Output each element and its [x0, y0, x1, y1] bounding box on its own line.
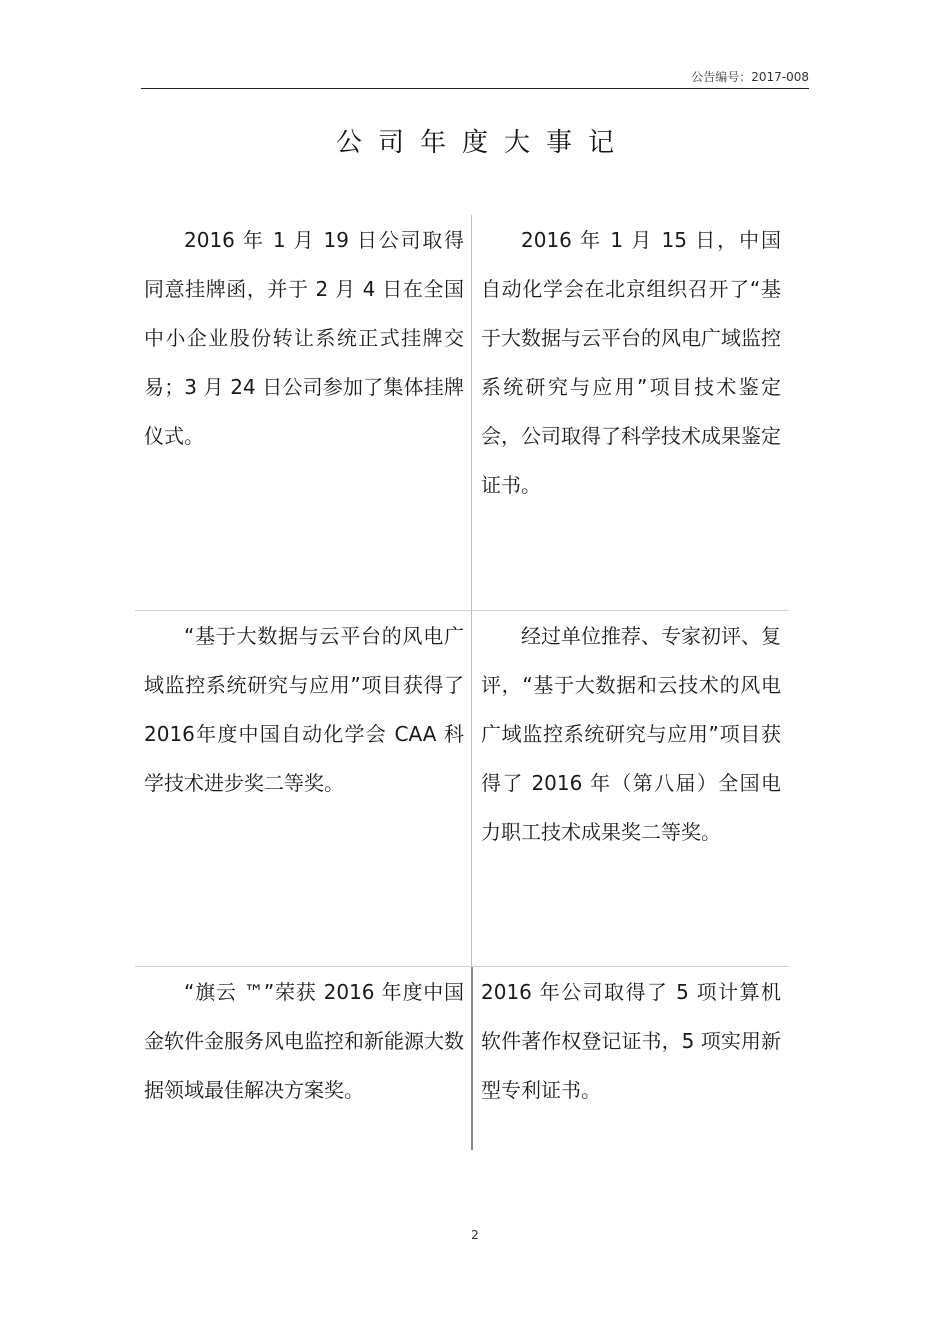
event-text: 2016 年 1 月 19 日公司取得同意挂牌函，并于 2 月 4 日在全国中小企业股份转让系统正式挂牌交易；3 月 24 日公司参加了集体挂牌仪式。 — [144, 228, 464, 448]
event-text: “基于大数据与云平台的风电广域监控系统研究与应用”项目获得了2016年度中国自动化学会 CAA 科学技术进步奖二等奖。 — [144, 624, 464, 795]
page-number: 2 — [471, 1228, 479, 1242]
page-title: 公司年度大事记 — [335, 128, 630, 158]
event-text: 2016 年 1 月 15 日，中国自动化学会在北京组织召开了“基于大数据与云平台的风电广域监控系统研究与应用”项目技术鉴定会，公司取得了科学技术成果鉴定证书。 — [481, 228, 781, 497]
column-divider — [471, 611, 472, 966]
event-text: 2016 年公司取得了 5 项计算机软件著作权登记证书，5 项实用新型专利证书。 — [481, 980, 781, 1102]
event-text: 经过单位推荐、专家初评、复评，“基于大数据和云技术的风电广域监控系统研究与应用”项目获得了 2016 年（第八届）全国电力职工技术成果奖二等奖。 — [481, 624, 781, 844]
column-divider — [471, 215, 472, 610]
row-divider — [135, 966, 788, 967]
row-divider — [135, 610, 788, 611]
header-divider — [141, 88, 809, 89]
event-text: “旗云 ™”荣获 2016 年度中国金软件金服务风电监控和新能源大数据领域最佳解决方案奖。 — [144, 980, 464, 1102]
column-divider — [471, 967, 473, 1150]
announcement-number: 公告编号：2017-008 — [691, 70, 809, 84]
